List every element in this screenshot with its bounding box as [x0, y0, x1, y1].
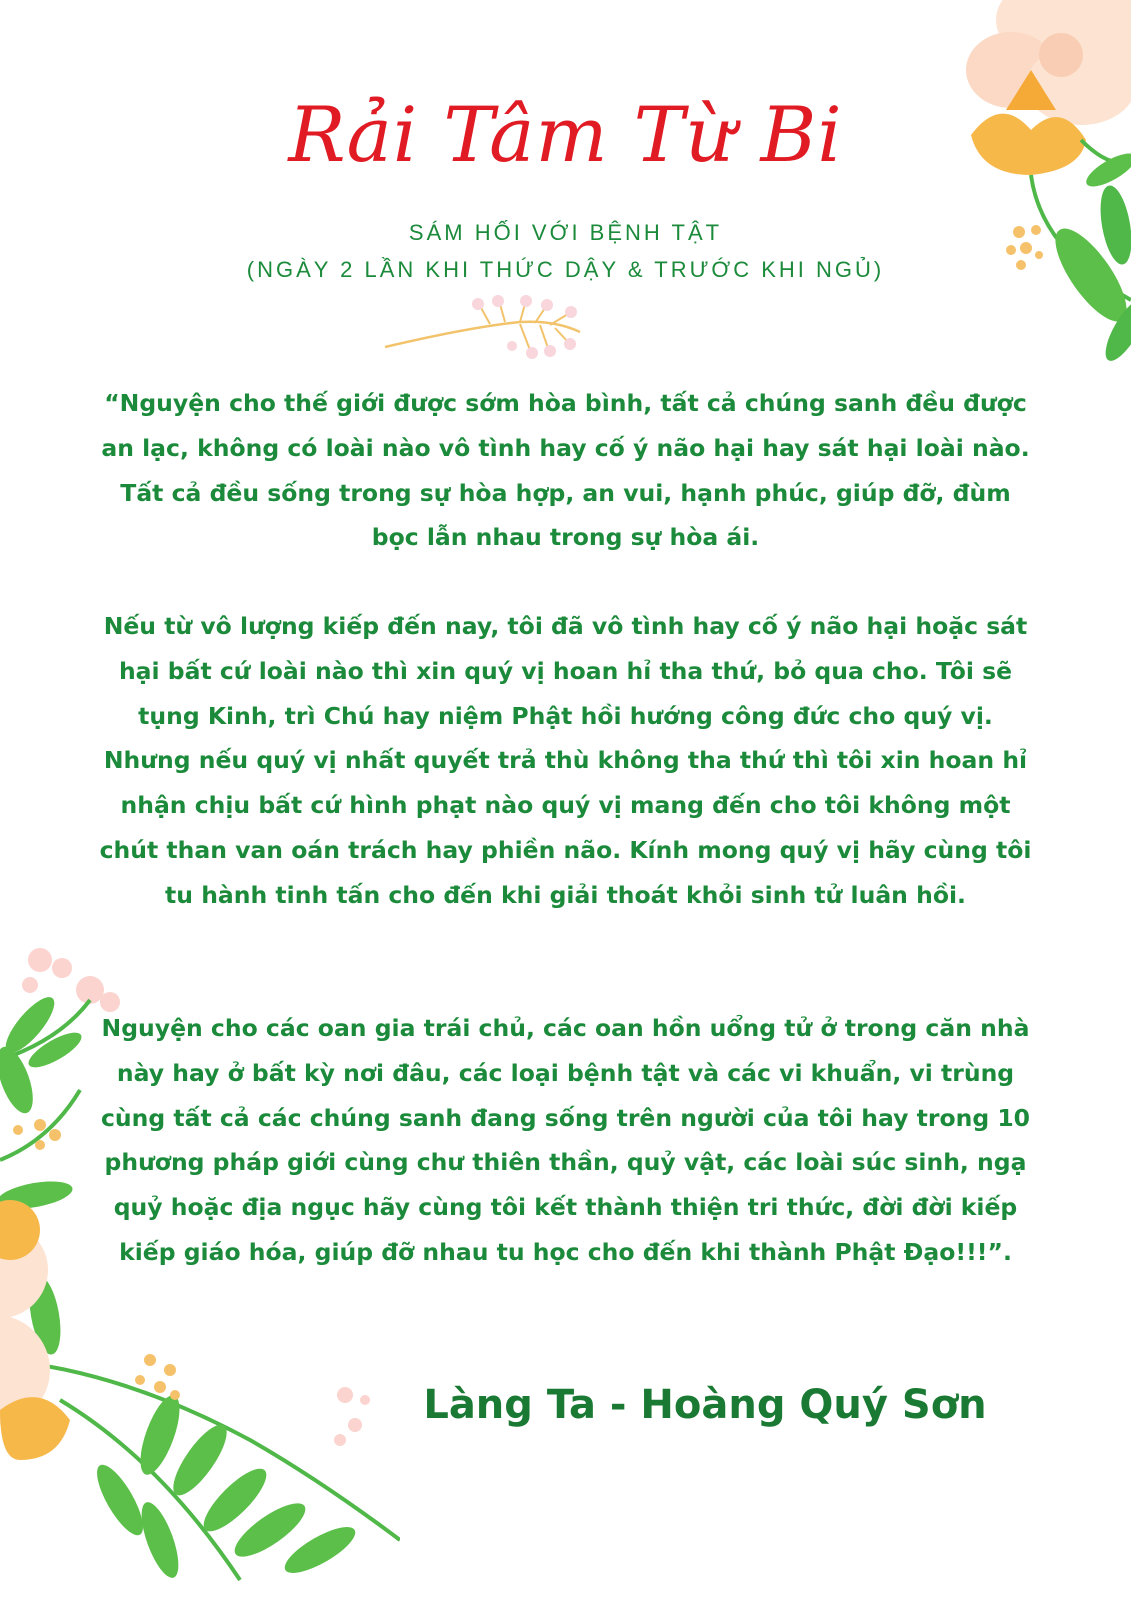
subtitle — [0, 214, 1131, 288]
body-paragraph: Nguyện cho các oan gia trái chủ, các oan hồn uổng tử ở trong căn nhà này hay ở bất kỳ nơi đâu, các loại bệnh tật và các vi khuẩn, vi trùng cùng tất cả các chúng sanh đang sống trên người của tôi hay trong 10 phương pháp giới cùng chư thiên thần, quỷ vật, các loài súc sinh, ngạ quỷ hoặc địa ngục hãy cùng tôi kết thành thiện tri thức, đời đời kiếp kiếp giáo hóa, giúp đỡ nhau tu học cho đến khi thành Phật Đạo!!!”. — [100, 1014, 1031, 1266]
author-signature: Làng Ta - Hoàng Quý Sơn — [423, 1382, 987, 1428]
page-title: Rải Tâm Từ Bi — [288, 90, 843, 179]
body-paragraph: “Nguyện cho thế giới được sớm hòa bình, tất cả chúng sanh đều được an lạc, không có loài nào vô tình hay cố ý não hại hay sát hại loài nào. Tất cả đều sống trong sự hòa hợp, an vui, hạnh phúc, giúp đỡ, đùm bọc lẫn nhau trong sự hòa ái. — [101, 389, 1030, 552]
subtitle-line: SÁM HỐI VỚI BỆNH TẬT — [408, 220, 723, 245]
blossom-icon — [334, 1387, 370, 1446]
body-paragraph: Nếu từ vô lượng kiếp đến nay, tôi đã vô tình hay cố ý não hại hoặc sát hại bất cứ loài nào thì xin quý vị hoan hỉ tha thứ, bỏ qua cho. Tôi sẽ tụng Kinh, trì Chú hay niệm Phật hồi hướng công đức cho quý vị. Nhưng nếu quý vị nhất quyết trả thù không tha thứ thì tôi xin hoan hỉ nhận chịu bất cứ hình phạt nào quý vị mang đến cho tôi không một chút than van oán trách hay phiền não. Kính mong quý vị hãy cùng tôi tu hành tinh tấn cho đến khi giải thoát khỏi sinh tử luân hồi. — [99, 612, 1032, 909]
branch-divider — [380, 292, 610, 364]
subtitle-line: (NGÀY 2 LẦN KHI THỨC DẬY & TRƯỚC KHI NGỦ) — [246, 257, 885, 282]
